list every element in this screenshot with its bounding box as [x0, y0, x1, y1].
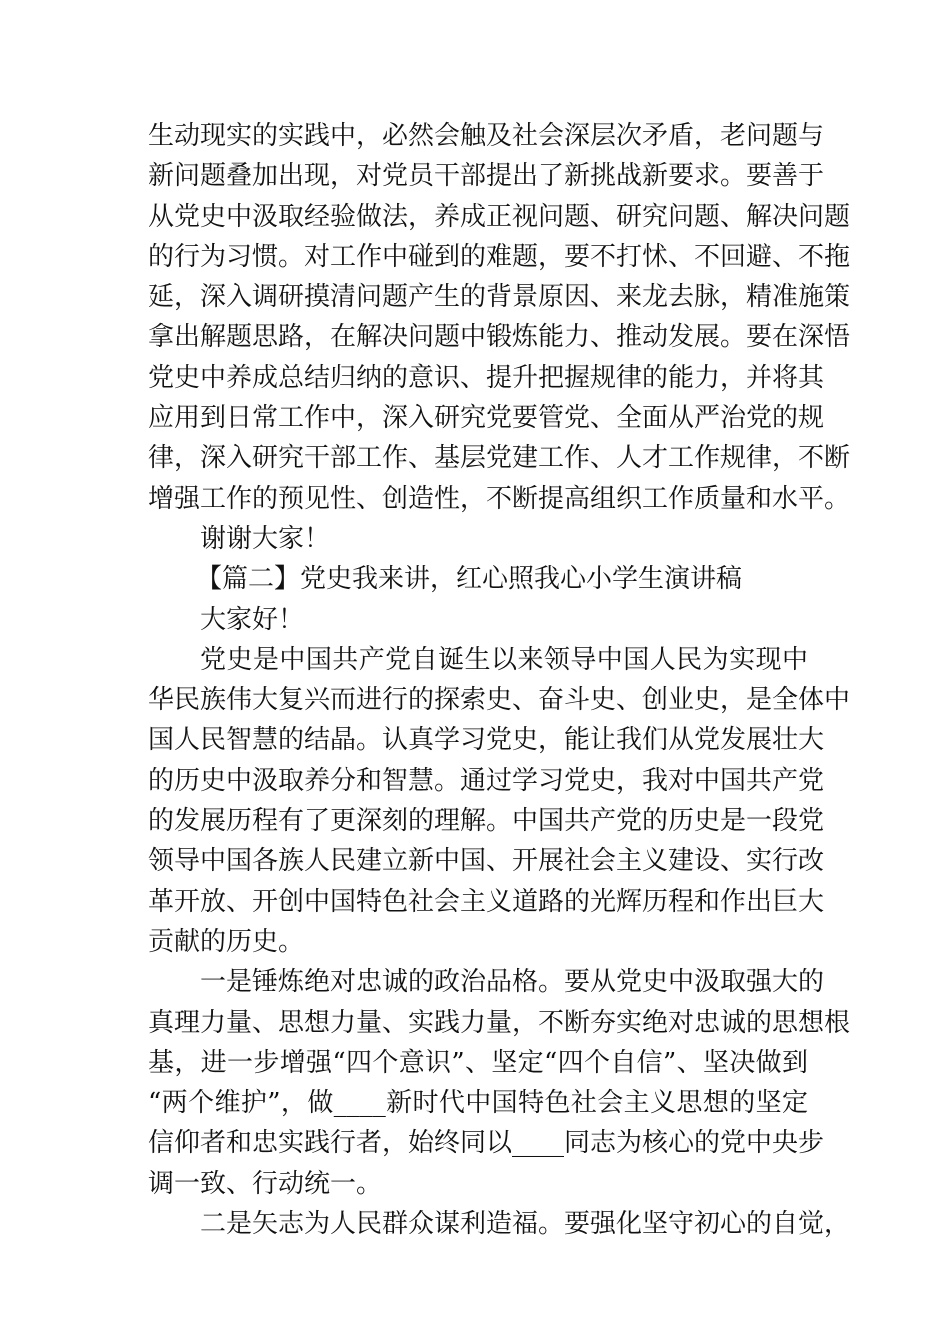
text-line: 新问题叠加出现，对党员干部提出了新挑战新要求。要善于 [148, 161, 825, 192]
text-line: 【篇二】党史我来讲，红心照我心小学生演讲稿 [196, 564, 743, 595]
document-body [148, 116, 851, 1244]
text-line: 二是矢志为人民群众谋利造福。要强化坚守初心的自觉， [200, 1209, 851, 1240]
text-line: 增强工作的预见性、创造性，不断提高组织工作质量和水平。 [148, 483, 851, 514]
text-line: 的历史中汲取养分和智慧。通过学习党史，我对中国共产党 [148, 765, 825, 796]
text-line: 律，深入研究干部工作、基层党建工作、人才工作规律，不断 [148, 443, 851, 474]
text-line: 革开放、开创中国特色社会主义道路的光辉历程和作出巨大 [148, 886, 825, 917]
text-line: 调一致、行动统一。 [148, 1168, 383, 1199]
text-line: 的发展历程有了更深刻的理解。中国共产党的历史是一段党 [148, 806, 825, 837]
text-line: 谢谢大家！ [200, 523, 331, 554]
text-line: 一是锤炼绝对忠诚的政治品格。要从党史中汲取强大的 [200, 967, 825, 998]
text-line: 生动现实的实践中，必然会触及社会深层次矛盾，老问题与 [148, 121, 825, 151]
text-line: 华民族伟大复兴而进行的探索史、奋斗史、创业史，是全体中 [148, 685, 851, 716]
text-line: 的行为习惯。对工作中碰到的难题，要不打怵、不回避、不拖 [148, 241, 851, 272]
text-line: 信仰者和忠实践行者，始终同以____同志为核心的党中央步 [148, 1128, 825, 1159]
text-line: 领导中国各族人民建立新中国、开展社会主义建设、实行改 [148, 846, 825, 877]
text-line: 党史中养成总结归纳的意识、提升把握规律的能力，并将其 [148, 362, 825, 393]
text-line: 贡献的历史。 [148, 926, 305, 957]
text-line: 党史是中国共产党自诞生以来领导中国人民为实现中 [200, 644, 808, 675]
text-line: 基，进一步增强“四个意识”、坚定“四个自信”、坚决做到 [148, 1047, 808, 1078]
text-line: 应用到日常工作中，深入研究党要管党、全面从严治党的规 [148, 403, 825, 434]
text-line: 国人民智慧的结晶。认真学习党史，能让我们从党发展壮大 [148, 725, 825, 756]
text-line: 大家好！ [200, 604, 305, 635]
text-line: 拿出解题思路，在解决问题中锻炼能力、推动发展。要在深悟 [148, 322, 851, 353]
text-line: “两个维护”，做____新时代中国特色社会主义思想的坚定 [148, 1088, 808, 1119]
text-line: 延，深入调研摸清问题产生的背景原因、来龙去脉，精准施策 [148, 282, 851, 313]
text-line: 从党史中汲取经验做法，养成正视问题、研究问题、解决问题 [148, 201, 851, 232]
text-line: 真理力量、思想力量、实践力量，不断夯实绝对忠诚的思想根 [148, 1007, 851, 1038]
